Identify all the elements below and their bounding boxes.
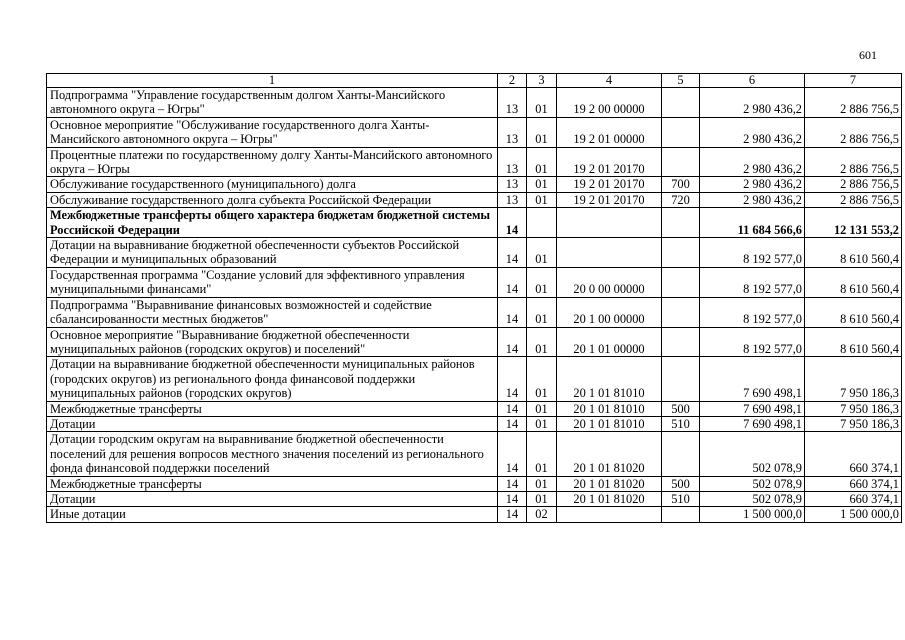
amount-year2-cell: 660 374,1: [805, 491, 902, 506]
amount-year2-cell: 12 131 553,2: [805, 208, 902, 238]
amount-year2-cell: 7 950 186,3: [805, 416, 902, 431]
budget-table: [46, 73, 902, 523]
header-cell: 6: [700, 74, 805, 88]
section-code-cell: 14: [498, 507, 527, 522]
header-cell: 1: [47, 74, 498, 88]
subsection-code-cell: 01: [527, 401, 557, 416]
amount-year1-cell: 7 690 498,1: [700, 416, 805, 431]
subsection-code-cell: 01: [527, 297, 557, 327]
amount-year2-cell: 8 610 560,4: [805, 327, 902, 357]
amount-year1-cell: 2 980 436,2: [700, 88, 805, 118]
section-code-cell: 13: [498, 88, 527, 118]
subsection-code-cell: 01: [527, 192, 557, 207]
section-code-cell: 14: [498, 357, 527, 401]
expense-type-cell: [662, 238, 700, 268]
amount-year2-cell: 1 500 000,0: [805, 507, 902, 522]
header-row: [47, 74, 902, 88]
row-name-cell: Дотации: [47, 491, 498, 506]
amount-year1-cell: 11 684 566,6: [700, 208, 805, 238]
header-cell: 4: [557, 74, 662, 88]
row-name-cell: Межбюджетные трансферты общего характера бюджетам бюджетной системы Российской Федерации: [47, 208, 498, 238]
expense-type-cell: [662, 357, 700, 401]
header-cell: 3: [527, 74, 557, 88]
table-row: [47, 416, 902, 431]
row-name-cell: Дотации на выравнивание бюджетной обеспеченности субъектов Российской Федерации и муниципальных образований: [47, 238, 498, 268]
expense-type-cell: [662, 208, 700, 238]
row-name-cell: Подпрограмма "Управление государственным долгом Ханты-Мансийского автономного округа – Югры": [47, 88, 498, 118]
table-row: [47, 267, 902, 297]
section-code-cell: 14: [498, 327, 527, 357]
target-article-cell: 20 0 00 00000: [557, 267, 662, 297]
row-name-cell: Дотации: [47, 416, 498, 431]
target-article-cell: 20 1 01 81020: [557, 432, 662, 476]
subsection-code-cell: 01: [527, 432, 557, 476]
section-code-cell: 14: [498, 432, 527, 476]
amount-year1-cell: 8 192 577,0: [700, 267, 805, 297]
table-row: [47, 88, 902, 118]
table-row: [47, 476, 902, 491]
target-article-cell: [557, 208, 662, 238]
row-name-cell: Обслуживание государственного долга субъекта Российской Федерации: [47, 192, 498, 207]
subsection-code-cell: 01: [527, 476, 557, 491]
expense-type-cell: 510: [662, 416, 700, 431]
table-row: [47, 432, 902, 476]
subsection-code-cell: 01: [527, 88, 557, 118]
amount-year2-cell: 8 610 560,4: [805, 238, 902, 268]
target-article-cell: 20 1 00 00000: [557, 297, 662, 327]
subsection-code-cell: 01: [527, 177, 557, 192]
row-name-cell: Межбюджетные трансферты: [47, 476, 498, 491]
table-row: [47, 117, 902, 147]
table-row: [47, 507, 902, 522]
target-article-cell: 19 2 01 20170: [557, 147, 662, 177]
row-name-cell: Дотации на выравнивание бюджетной обеспеченности муниципальных районов (городских округов) из регионального фонда финансовой поддержки муниципальных районов (городских округов): [47, 357, 498, 401]
target-article-cell: 19 2 01 20170: [557, 177, 662, 192]
amount-year2-cell: 8 610 560,4: [805, 267, 902, 297]
subsection-code-cell: 01: [527, 491, 557, 506]
table-row: [47, 297, 902, 327]
amount-year2-cell: 2 886 756,5: [805, 177, 902, 192]
amount-year1-cell: 2 980 436,2: [700, 117, 805, 147]
subsection-code-cell: 01: [527, 416, 557, 431]
table-body: [47, 74, 902, 523]
expense-type-cell: [662, 327, 700, 357]
target-article-cell: 20 1 01 00000: [557, 327, 662, 357]
expense-type-cell: [662, 88, 700, 118]
row-name-cell: Подпрограмма "Выравнивание финансовых возможностей и содействие сбалансированности местных бюджетов": [47, 297, 498, 327]
section-code-cell: 14: [498, 401, 527, 416]
target-article-cell: 19 2 01 00000: [557, 117, 662, 147]
subsection-code-cell: 01: [527, 117, 557, 147]
table-row: [47, 327, 902, 357]
table-row: [47, 208, 902, 238]
amount-year1-cell: 2 980 436,2: [700, 147, 805, 177]
section-code-cell: 14: [498, 476, 527, 491]
expense-type-cell: [662, 147, 700, 177]
row-name-cell: Основное мероприятие "Обслуживание государственного долга Ханты-Мансийского автономного округа – Югры": [47, 117, 498, 147]
subsection-code-cell: [527, 208, 557, 238]
expense-type-cell: 500: [662, 476, 700, 491]
section-code-cell: 14: [498, 267, 527, 297]
expense-type-cell: 720: [662, 192, 700, 207]
table-row: [47, 177, 902, 192]
row-name-cell: Межбюджетные трансферты: [47, 401, 498, 416]
section-code-cell: 13: [498, 192, 527, 207]
subsection-code-cell: 01: [527, 357, 557, 401]
amount-year1-cell: 2 980 436,2: [700, 177, 805, 192]
section-code-cell: 14: [498, 238, 527, 268]
section-code-cell: 14: [498, 208, 527, 238]
subsection-code-cell: 01: [527, 327, 557, 357]
amount-year1-cell: 7 690 498,1: [700, 357, 805, 401]
subsection-code-cell: 01: [527, 147, 557, 177]
amount-year2-cell: 660 374,1: [805, 476, 902, 491]
expense-type-cell: [662, 267, 700, 297]
amount-year1-cell: 8 192 577,0: [700, 238, 805, 268]
header-cell: 5: [662, 74, 700, 88]
amount-year1-cell: 1 500 000,0: [700, 507, 805, 522]
section-code-cell: 13: [498, 177, 527, 192]
expense-type-cell: [662, 297, 700, 327]
table-row: [47, 357, 902, 401]
row-name-cell: Обслуживание государственного (муниципального) долга: [47, 177, 498, 192]
row-name-cell: Государственная программа "Создание условий для эффективного управления муниципальными финансами": [47, 267, 498, 297]
table-row: [47, 401, 902, 416]
section-code-cell: 13: [498, 147, 527, 177]
target-article-cell: 20 1 01 81020: [557, 491, 662, 506]
page-number: 601: [859, 48, 877, 62]
expense-type-cell: 700: [662, 177, 700, 192]
row-name-cell: Иные дотации: [47, 507, 498, 522]
section-code-cell: 14: [498, 297, 527, 327]
amount-year2-cell: 2 886 756,5: [805, 117, 902, 147]
header-cell: 7: [805, 74, 902, 88]
target-article-cell: 20 1 01 81010: [557, 401, 662, 416]
amount-year1-cell: 502 078,9: [700, 432, 805, 476]
table-row: [47, 491, 902, 506]
expense-type-cell: [662, 507, 700, 522]
amount-year2-cell: 2 886 756,5: [805, 88, 902, 118]
expense-type-cell: [662, 117, 700, 147]
target-article-cell: 19 2 00 00000: [557, 88, 662, 118]
expense-type-cell: 510: [662, 491, 700, 506]
target-article-cell: 19 2 01 20170: [557, 192, 662, 207]
amount-year2-cell: 8 610 560,4: [805, 297, 902, 327]
header-cell: 2: [498, 74, 527, 88]
amount-year2-cell: 7 950 186,3: [805, 357, 902, 401]
expense-type-cell: [662, 432, 700, 476]
row-name-cell: Дотации городским округам на выравнивание бюджетной обеспеченности поселений для решения вопросов местного значения поселений из регионального фонда финансовой поддержки поселений: [47, 432, 498, 476]
amount-year1-cell: 8 192 577,0: [700, 327, 805, 357]
amount-year2-cell: 660 374,1: [805, 432, 902, 476]
row-name-cell: Основное мероприятие "Выравнивание бюджетной обеспеченности муниципальных районов (городских округов) и поселений": [47, 327, 498, 357]
table-row: [47, 238, 902, 268]
table-row: [47, 147, 902, 177]
amount-year1-cell: 8 192 577,0: [700, 297, 805, 327]
amount-year2-cell: 7 950 186,3: [805, 401, 902, 416]
expense-type-cell: 500: [662, 401, 700, 416]
table-row: [47, 192, 902, 207]
amount-year1-cell: 2 980 436,2: [700, 192, 805, 207]
target-article-cell: [557, 238, 662, 268]
section-code-cell: 14: [498, 491, 527, 506]
section-code-cell: 13: [498, 117, 527, 147]
amount-year1-cell: 7 690 498,1: [700, 401, 805, 416]
section-code-cell: 14: [498, 416, 527, 431]
subsection-code-cell: 01: [527, 238, 557, 268]
target-article-cell: 20 1 01 81020: [557, 476, 662, 491]
target-article-cell: 20 1 01 81010: [557, 357, 662, 401]
amount-year1-cell: 502 078,9: [700, 476, 805, 491]
row-name-cell: Процентные платежи по государственному долгу Ханты-Мансийского автономного округа – Югры: [47, 147, 498, 177]
amount-year2-cell: 2 886 756,5: [805, 147, 902, 177]
amount-year1-cell: 502 078,9: [700, 491, 805, 506]
subsection-code-cell: 02: [527, 507, 557, 522]
amount-year2-cell: 2 886 756,5: [805, 192, 902, 207]
target-article-cell: 20 1 01 81010: [557, 416, 662, 431]
target-article-cell: [557, 507, 662, 522]
subsection-code-cell: 01: [527, 267, 557, 297]
